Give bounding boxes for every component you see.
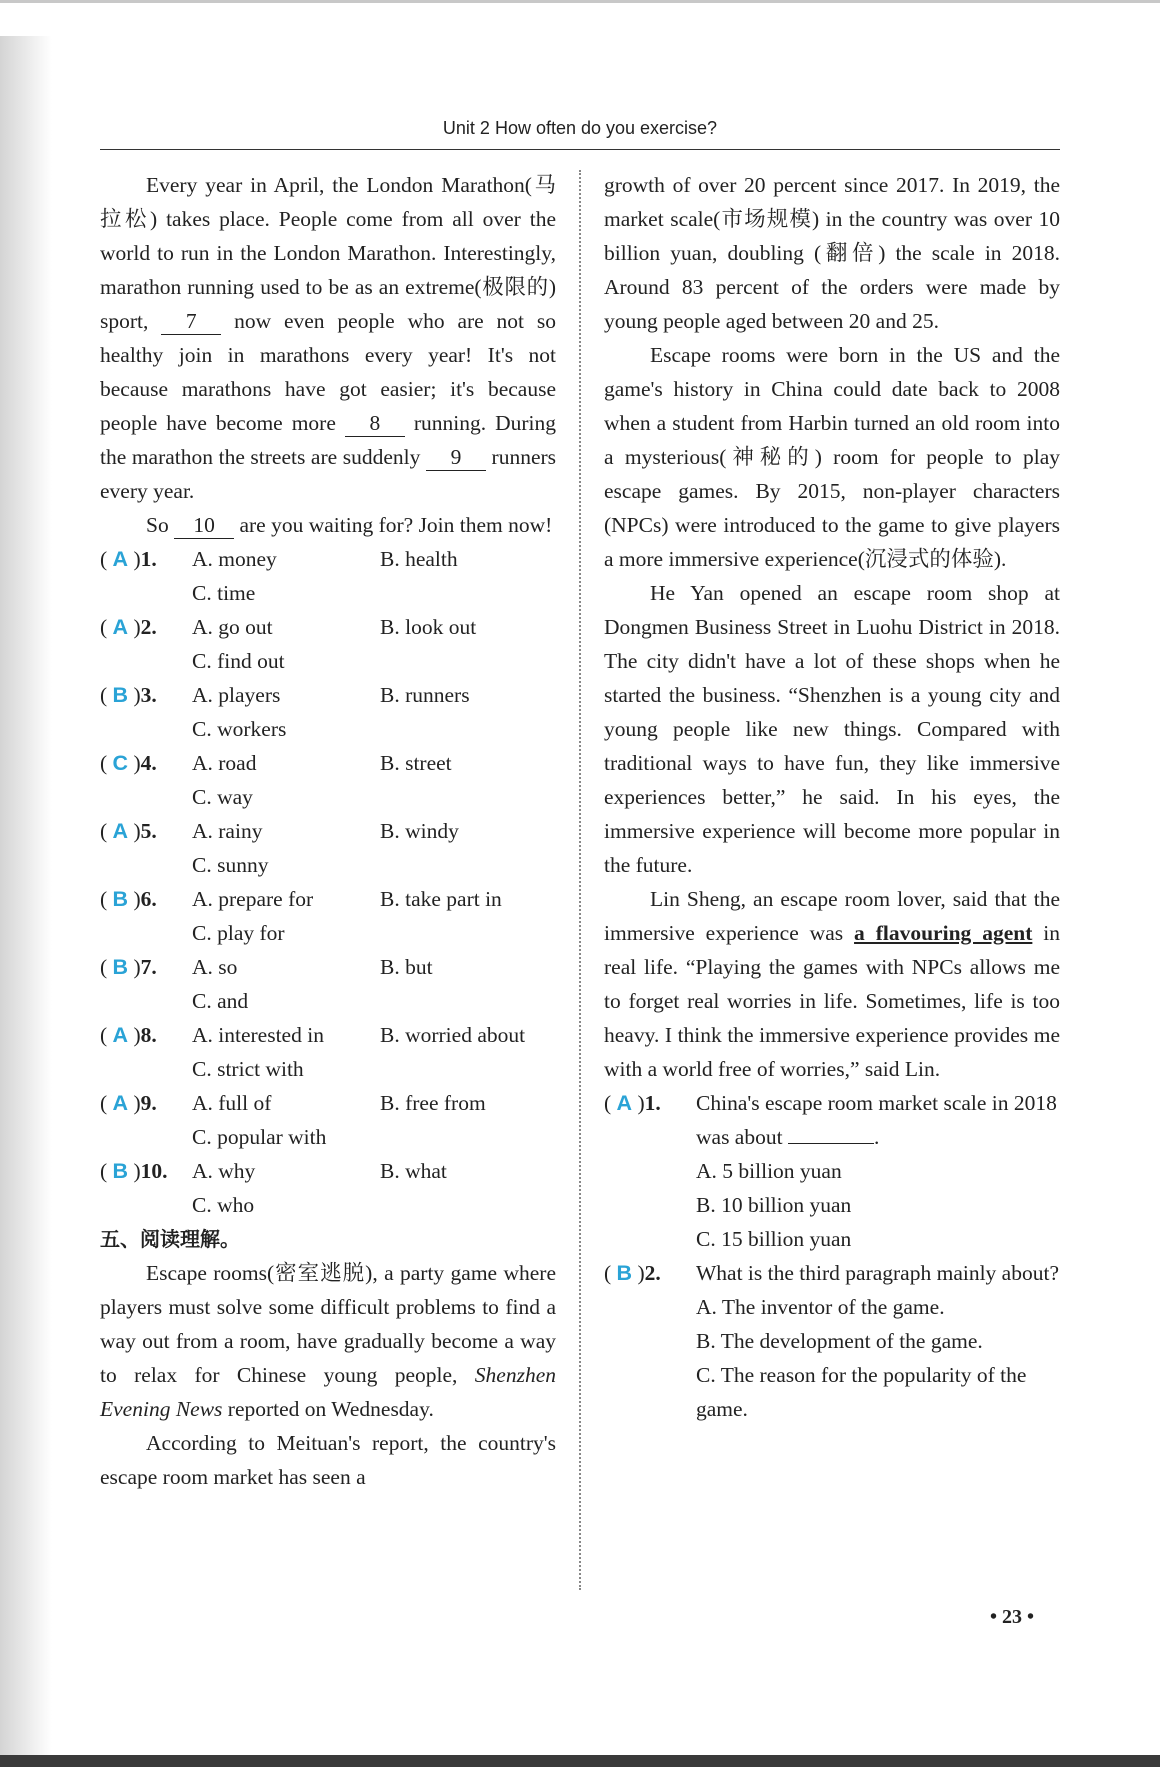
cloze-passage-paragraph [100, 168, 556, 508]
option-b: B. look out [380, 615, 477, 639]
cloze-question: ( C )4. A. road B. street C. way [100, 746, 556, 814]
answer-mark: B [112, 955, 129, 979]
answer-mark: B [112, 1159, 129, 1183]
blank-9: 9 [426, 444, 486, 471]
answer-mark: A [112, 819, 129, 843]
reading-question: ( A )1. China's escape room market scale in 2018 was about . A. 5 billion yuan B. 10 billion yuan C. 15 billion yuan [604, 1086, 1060, 1256]
cloze-question: ( B )7. A. so B. but C. and [100, 950, 556, 1018]
cloze-question: ( A )8. A. interested in B. worried about C. strict with [100, 1018, 556, 1086]
reading-text: Lin Sheng, an escape room lover, said that the immersive experience was [604, 887, 1060, 945]
running-header: Unit 2 How often do you exercise? [442, 118, 718, 138]
reading-paragraph [100, 1256, 556, 1426]
option-b: B. free from [380, 1091, 486, 1115]
answer-mark: B [112, 683, 129, 707]
newspaper-title: Shenzhen Evening News [100, 1363, 556, 1421]
question-stem: What is the third paragraph mainly about? [696, 1261, 1059, 1285]
option-a: A. go out [192, 615, 273, 639]
underlined-phrase: a flavouring agent [854, 921, 1033, 945]
answer-mark: A [112, 1091, 129, 1115]
cloze-question: ( B )6. A. prepare for B. take part in C. play for [100, 882, 556, 950]
passage-text: So [146, 513, 169, 537]
cloze-question: ( B )10. A. why B. what C. who [100, 1154, 556, 1222]
option-c: C. way [192, 785, 253, 809]
option-c: C. workers [192, 717, 287, 741]
reading-text: Escape rooms(密室逃脱), a party game where players must solve some difficult problems to find a way out from a room, have gradually become a way to relax for Chinese young people, [100, 1261, 556, 1387]
question-option: C. The reason for the popularity of the game. [696, 1363, 1027, 1421]
reading-paragraph: He Yan opened an escape room shop at Dongmen Business Street in Luohu District in 2018. The city didn't have a lot of these shops when he started the business. “Shenzhen is a young city and young people like new things. Compared with traditional ways to have fun, they like immersive experiences better,” he said. In his eyes, the immersive experience will become more popular in the future. [604, 581, 1060, 877]
blank-10: 10 [174, 512, 234, 539]
option-b: B. what [380, 1159, 447, 1183]
option-b: B. health [380, 547, 458, 571]
reading-paragraph: Escape rooms were born in the US and the game's history in China could date back to 2008 when a student from Harbin turned an old room into a mysterious(神秘的) room for people to play escape games. By 2015, non-player characters (NPCs) were introduced to the game to give players a more immersive experience(沉浸式的体验). [604, 343, 1060, 571]
option-a: A. why [192, 1159, 256, 1183]
option-a: A. so [192, 955, 238, 979]
answer-mark: A [112, 1023, 129, 1047]
option-c: C. sunny [192, 853, 269, 877]
reading-paragraph: According to Meituan's report, the country's escape room market has seen a [100, 1431, 556, 1489]
option-b: B. street [380, 751, 452, 775]
cloze-question: ( A )1. A. money B. health C. time [100, 542, 556, 610]
question-option: A. 5 billion yuan [696, 1159, 842, 1183]
option-b: B. runners [380, 683, 470, 707]
option-a: A. prepare for [192, 887, 314, 911]
option-c: C. find out [192, 649, 285, 673]
section-title: 五、阅读理解。 [100, 1227, 240, 1251]
answer-blank [788, 1143, 874, 1144]
page-spine-shadow [0, 36, 52, 1755]
option-a: A. players [192, 683, 281, 707]
passage-text: are you waiting for? Join them now! [239, 513, 553, 537]
bottom-border [0, 1755, 1160, 1767]
cloze-passage-paragraph [100, 508, 556, 542]
option-a: A. interested in [192, 1023, 324, 1047]
option-c: C. strict with [192, 1057, 304, 1081]
blank-7: 7 [161, 308, 221, 335]
reading-paragraph-continued: growth of over 20 percent since 2017. In 2019, the market scale(市场规模) in the country was over 10 billion yuan, doubling (翻倍) the scale in 2018. Around 83 percent of the orders were made by young people aged between 20 and 25. [604, 173, 1060, 333]
reading-question: ( B )2. What is the third paragraph mainly about? A. The inventor of the game. B. The development of the game. C. The reason for the popularity of the game. [604, 1256, 1060, 1426]
option-c: C. and [192, 989, 249, 1013]
cloze-question: ( A )9. A. full of B. free from C. popular with [100, 1086, 556, 1154]
option-b: B. but [380, 955, 433, 979]
passage-text: now even people who are not so healthy join in marathons every year! It's not because marathons have got easier; it's because people have become more [100, 309, 556, 435]
cloze-question-list [100, 542, 556, 1222]
passage-text: Every year in April, the London Marathon(马拉松) takes place. People come from all over the world to run in the London Marathon. Interestingly, marathon running used to be as an extreme(极限的) sport, [100, 173, 556, 333]
top-border [0, 0, 1160, 3]
cloze-question: ( A )2. A. go out B. look out C. find out [100, 610, 556, 678]
option-b: B. windy [380, 819, 459, 843]
column-divider [579, 170, 581, 1590]
option-c: C. play for [192, 921, 285, 945]
answer-mark: C [112, 751, 129, 775]
answer-mark: B [112, 887, 129, 911]
cloze-question: ( A )5. A. rainy B. windy C. sunny [100, 814, 556, 882]
option-a: A. money [192, 547, 277, 571]
answer-mark: B [616, 1261, 633, 1285]
passage-text: runners every year. [100, 445, 557, 503]
question-option: B. The development of the game. [696, 1329, 983, 1353]
passage-text: running. During the marathon the streets are suddenly [100, 411, 556, 469]
option-a: A. full of [192, 1091, 272, 1115]
question-option: C. 15 billion yuan [696, 1227, 852, 1251]
option-c: C. time [192, 581, 256, 605]
option-c: C. who [192, 1193, 255, 1217]
reading-text: reported on Wednesday. [227, 1397, 434, 1421]
header-rule [100, 149, 1060, 150]
option-a: A. rainy [192, 819, 263, 843]
page-number: • 23 • [990, 1606, 1035, 1628]
answer-mark: A [616, 1091, 633, 1115]
blank-8: 8 [345, 410, 405, 437]
option-b: B. take part in [380, 887, 502, 911]
left-column [100, 168, 556, 1494]
option-a: A. road [192, 751, 257, 775]
reading-text: in real life. “Playing the games with NPCs allows me to forget real worries in life. Sometimes, life is too heavy. I think the immersive experience provides me with a world free of worries,” said Lin. [604, 921, 1061, 1081]
answer-mark: A [112, 615, 129, 639]
question-stem: China's escape room market scale in 2018 was about . [696, 1091, 1057, 1149]
right-column [604, 168, 1060, 1426]
reading-paragraph [604, 882, 1060, 1086]
question-option: A. The inventor of the game. [696, 1295, 945, 1319]
answer-mark: A [112, 547, 129, 571]
question-option: B. 10 billion yuan [696, 1193, 852, 1217]
option-c: C. popular with [192, 1125, 327, 1149]
cloze-question: ( B )3. A. players B. runners C. workers [100, 678, 556, 746]
option-b: B. worried about [380, 1023, 526, 1047]
